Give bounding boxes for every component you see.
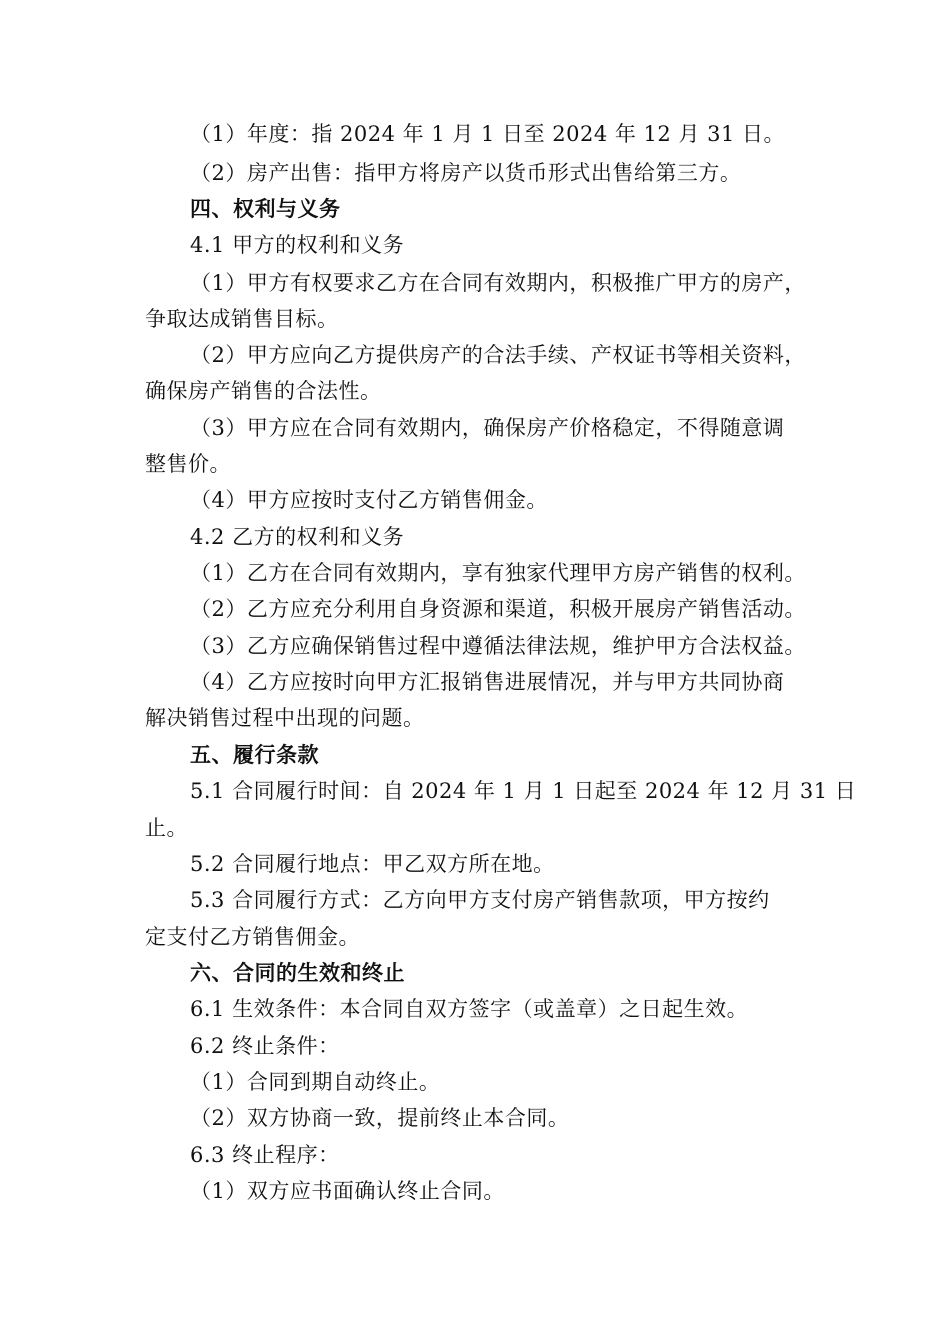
paragraph-6-2-1: （1）合同到期自动终止。 [190,1070,441,1094]
paragraph-4-2-2: （2）乙方应充分利用自身资源和渠道，积极开展房产销售活动。 [190,597,806,621]
paragraph-5-1-line2: 止。 [145,816,188,840]
subsection-heading-4-1: 4.1 甲方的权利和义务 [190,233,405,257]
paragraph-6-1: 6.1 生效条件：本合同自双方签字（或盖章）之日起生效。 [190,997,749,1021]
paragraph-4-1-2-line1: （2）甲方应向乙方提供房产的合法手续、产权证书等相关资料， [190,343,806,367]
definition-property-sale: （2）房产出售：指甲方将房产以货币形式出售给第三方。 [190,161,742,185]
paragraph-4-1-3-line2: 整售价。 [145,452,231,476]
paragraph-6-2: 6.2 终止条件： [190,1034,340,1058]
section-heading-effect-termination: 六、合同的生效和终止 [190,961,405,985]
paragraph-4-1-3-line1: （3）甲方应在合同有效期内，确保房产价格稳定，不得随意调 [190,416,785,440]
definition-year: （1）年度：指 2024 年 1 月 1 日至 2024 年 12 月 31 日。 [190,122,786,146]
paragraph-4-2-4-line2: 解决销售过程中出现的问题。 [145,706,425,730]
paragraph-4-2-3: （3）乙方应确保销售过程中遵循法律法规，维护甲方合法权益。 [190,634,806,658]
paragraph-5-2: 5.2 合同履行地点：甲乙双方所在地。 [190,852,555,876]
paragraph-5-3-line1: 5.3 合同履行方式：乙方向甲方支付房产销售款项，甲方按约 [190,888,770,912]
paragraph-4-1-4: （4）甲方应按时支付乙方销售佣金。 [190,488,548,512]
paragraph-4-1-1-line2: 争取达成销售目标。 [145,307,339,331]
paragraph-4-1-2-line2: 确保房产销售的合法性。 [145,379,382,403]
paragraph-5-3-line2: 定支付乙方销售佣金。 [145,925,360,949]
paragraph-4-2-4-line1: （4）乙方应按时向甲方汇报销售进展情况，并与甲方共同协商 [190,670,785,694]
paragraph-6-3-1: （1）双方应书面确认终止合同。 [190,1179,505,1203]
subsection-heading-4-2: 4.2 乙方的权利和义务 [190,525,405,549]
paragraph-4-2-1: （1）乙方在合同有效期内，享有独家代理甲方房产销售的权利。 [190,561,806,585]
section-heading-performance: 五、履行条款 [190,743,319,767]
paragraph-6-2-2: （2）双方协商一致，提前终止本合同。 [190,1106,570,1130]
section-heading-rights-obligations: 四、权利与义务 [190,197,341,221]
paragraph-6-3: 6.3 终止程序： [190,1143,340,1167]
paragraph-5-1-line1: 5.1 合同履行时间：自 2024 年 1 月 1 日起至 2024 年 12 月 31 日 [190,779,857,803]
paragraph-4-1-1-line1: （1）甲方有权要求乙方在合同有效期内，积极推广甲方的房产， [190,271,806,295]
